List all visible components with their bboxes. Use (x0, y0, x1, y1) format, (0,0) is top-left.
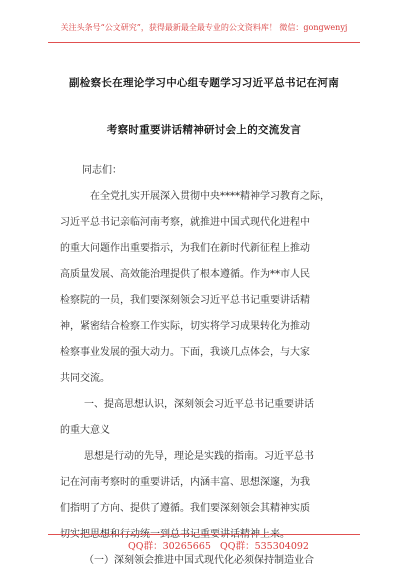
body-line: 神，紧密结合检察工作实际，切实将学习成果转化为推动 (60, 321, 310, 332)
body-line: 在全党扎实开展深入贯彻中央****精神学习教育之际， (90, 191, 330, 202)
body-line: 检察事业发展的强大动力。下面，我谈几点体会，与大家 (60, 347, 310, 358)
body-line: 的重大问题作出重要指示，为我们在新时代新征程上推动 (60, 243, 310, 254)
section-heading: 一、提高思想认识，深刻领会习近平总书记重要讲话 (84, 399, 314, 410)
body-line: 记在河南考察时的重要讲话，内涵丰富、思想深邃，为我 (60, 477, 310, 488)
footer-qq-group-2: QQ群：535304092 (220, 541, 309, 552)
body-line: 习近平总书记亲临河南考察，就推进中国式现代化进程中 (60, 217, 310, 228)
header-divider (48, 42, 360, 43)
body-line: 思想是行动的先导，理论是实践的指南。习近平总书 (84, 451, 314, 462)
subsection-heading: （一）深刻领会推进中国式现代化必须保持制造业合 (84, 555, 314, 566)
salutation: 同志们： (82, 165, 122, 176)
body-line: 们指明了方向、提供了遵循。我们要深刻领会其精神实质 (60, 503, 310, 514)
document-body (60, 158, 350, 574)
header-banner: 关注头条号“公文研究”，获得最新最全最专业的公文资料库！ 微信：gongwenyj (60, 23, 348, 32)
body-line: 高质量发展、高效能治理提供了根本遵循。作为**市人民 (60, 269, 310, 280)
document-title-line-2: 考察时重要讲话精神研讨会上的交流发言 (106, 124, 302, 136)
body-line: 共同交流。 (60, 373, 110, 384)
body-line: 切实把思想和行动统一到总书记重要讲话精神上来。 (60, 529, 290, 540)
document-title-line-1: 副检察长在理论学习中心组专题学习习近平总书记在河南 (69, 77, 339, 89)
footer-divider (48, 534, 360, 535)
body-line: 检察院的一员，我们要深刻领会习近平总书记重要讲话精 (60, 295, 310, 306)
footer-qq-group-1: QQ群：30265665 (128, 541, 211, 552)
section-heading: 的重大意义 (60, 425, 110, 436)
